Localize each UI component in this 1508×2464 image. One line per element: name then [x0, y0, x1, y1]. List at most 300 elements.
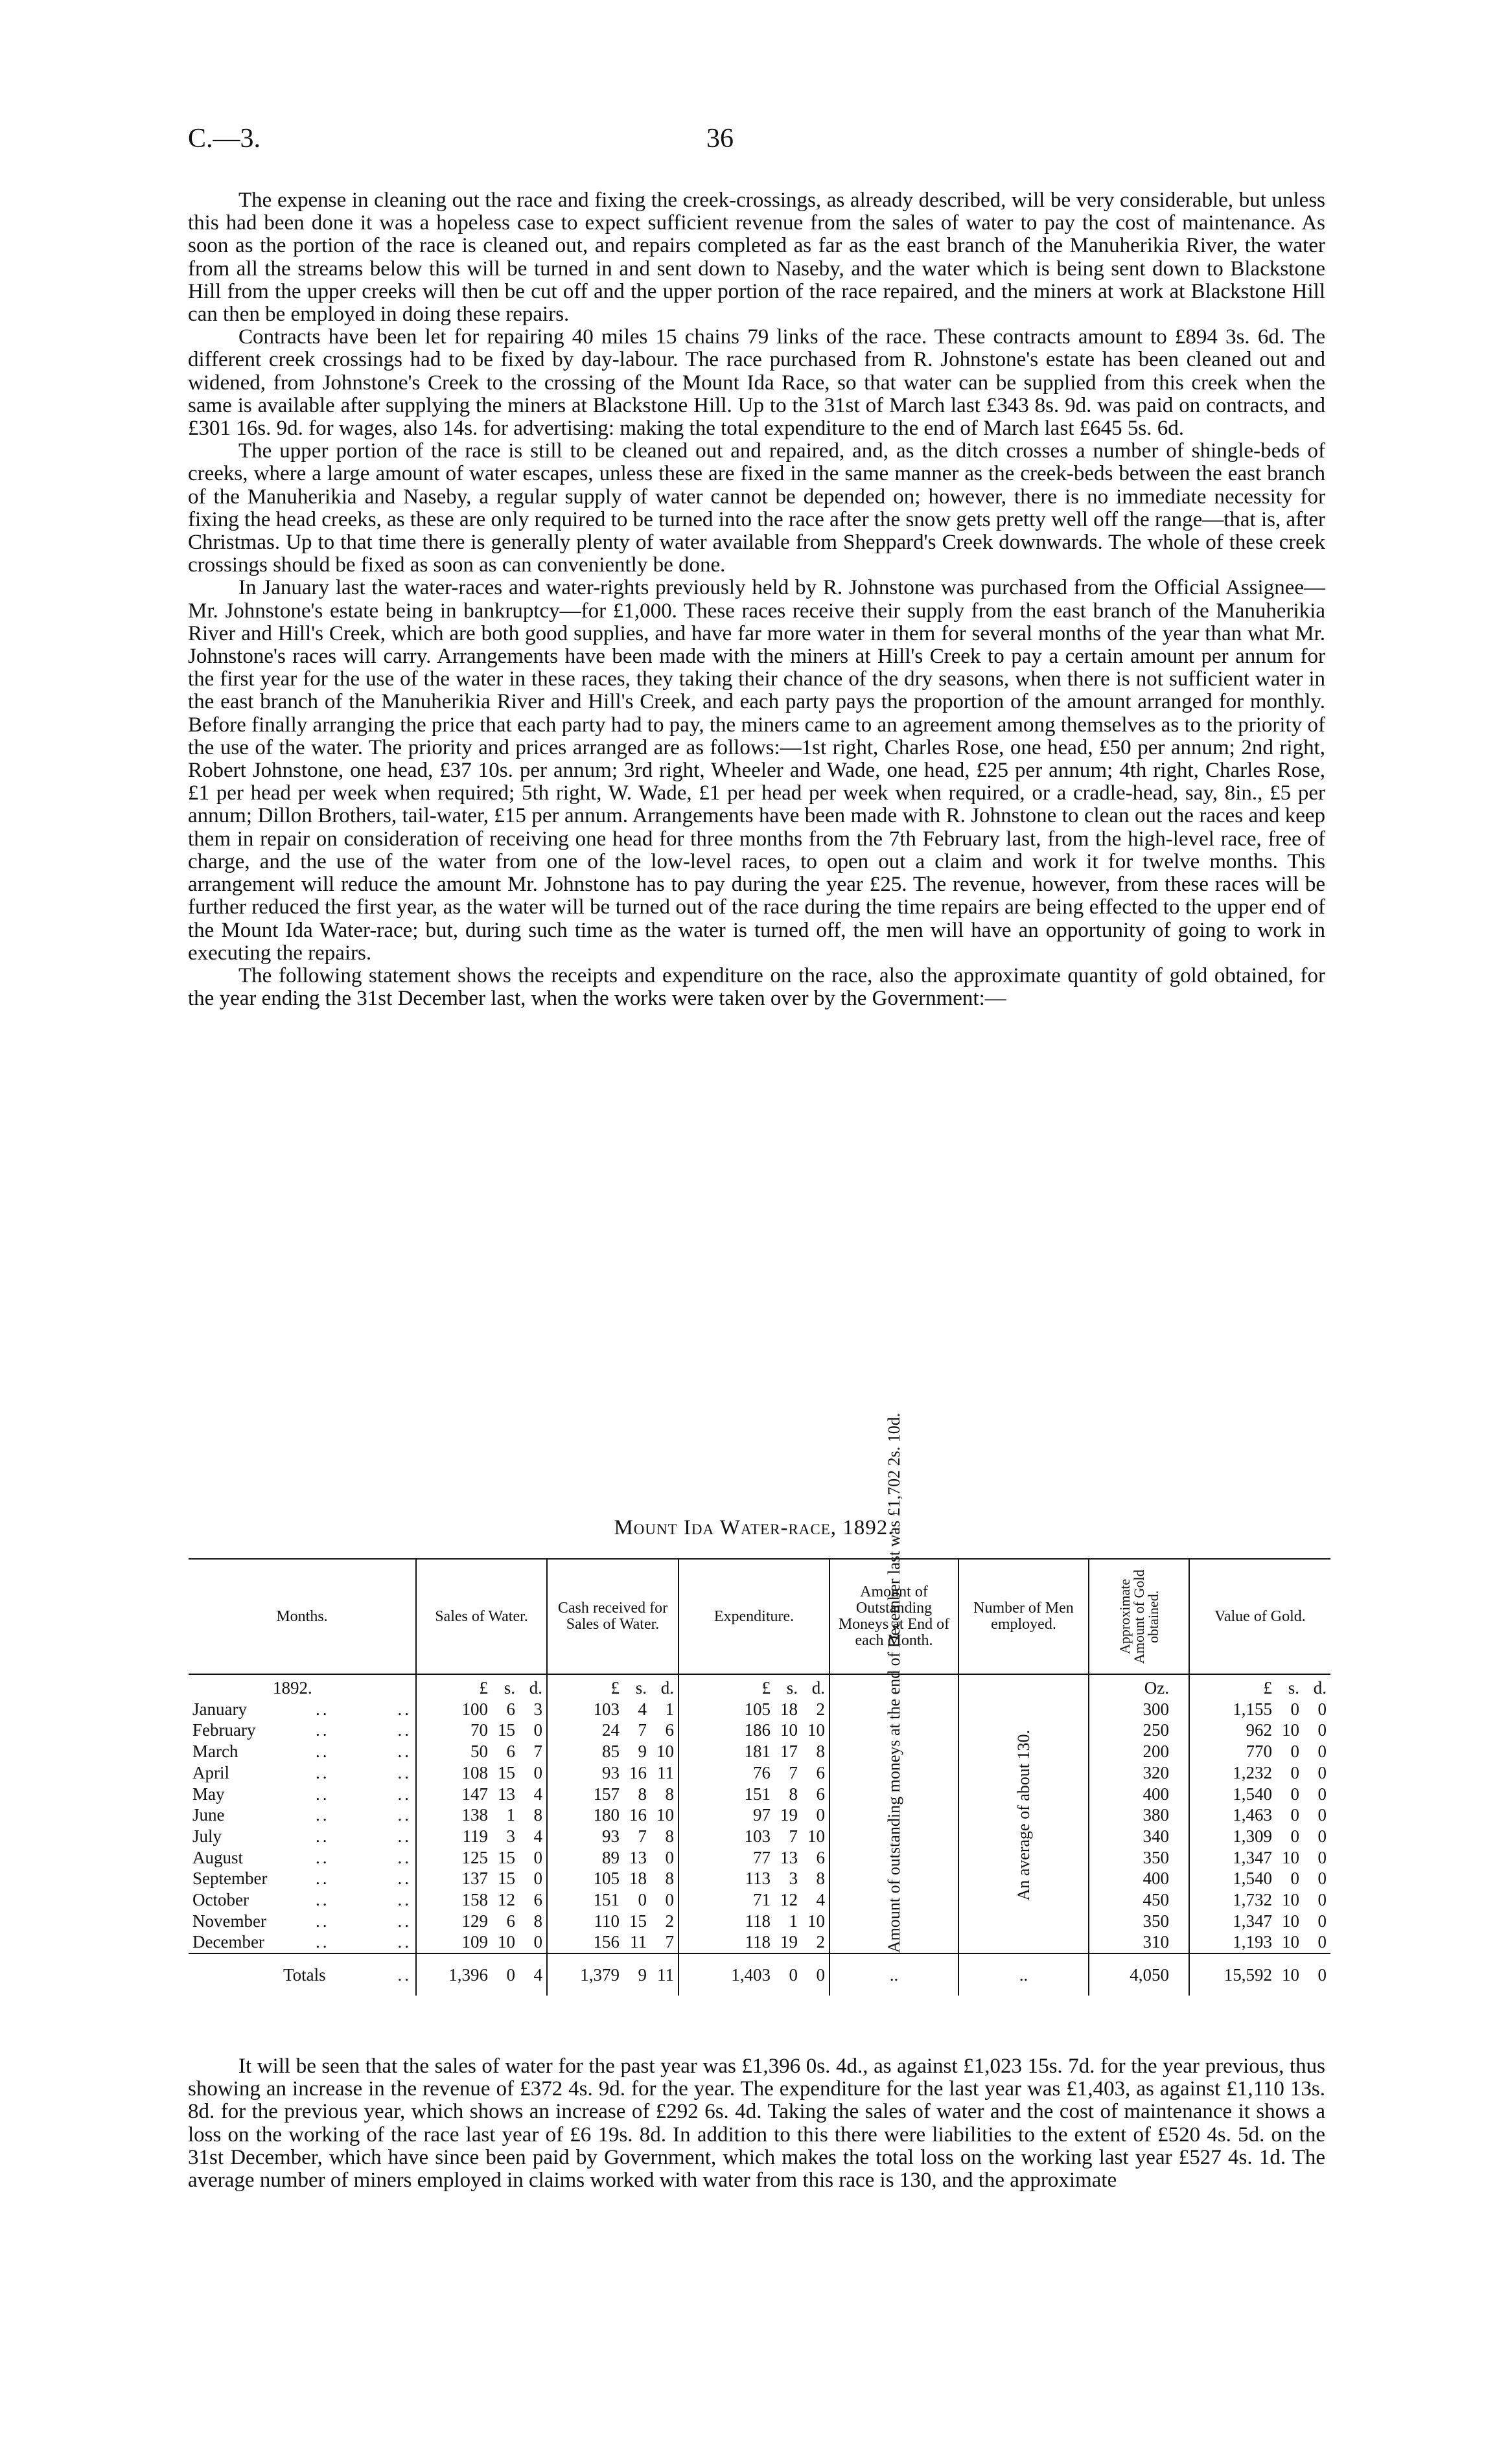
paragraph: The upper portion of the race is still to be cleaned out and repaired, and, as the ditch crosses a number of shingle-beds of creeks, where a large amount of water escapes, unless these are fixed in the same manner as the creek-beds between the east branch of the Manuherikia and Naseby, a regular supply of water cannot be depended on; however, there is no immediate necessity for fixing the head creeks, as these are only required to be turned into the race after the snow gets pretty well off the range—that is, after Christmas. Up to that time there is generally plenty of water available from Sheppard's Creek downwards. The whole of these creek crossings should be fixed as soon as can conveniently be done.	[188, 439, 1325, 577]
table-row	[189, 1911, 1330, 1932]
cash-cell	[547, 1720, 679, 1741]
cash-pounds: 180	[593, 1805, 620, 1825]
sales-shillings: 15	[498, 1720, 515, 1740]
unit-pound: £	[610, 1678, 620, 1698]
sales-pounds: 138	[461, 1805, 488, 1825]
unit-pence: d.	[660, 1678, 674, 1698]
body-text-top	[188, 189, 1325, 1010]
men-note-cell	[958, 1674, 1089, 1953]
total-cash-pence: 11	[657, 1964, 674, 1985]
gold-value-cell	[1189, 1784, 1330, 1805]
paragraph: The expense in cleaning out the race and fixing the creek-crossings, as already described, will be very considerable, but unless this had been done it was a hopeless case to expect sufficient revenue from the sales of water to pay the cost of maintenance. As soon as the portion of the race is cleaned out, and repairs completed as far as the east branch of the Manuherikia River, the water from all the streams below this will be turned in and sent down to Naseby, and the water which is being sent down to Blackstone Hill from the upper creeks will then be cut off and the upper portion of the race repaired, and the miners at work at Blackstone Hill can then be employed in doing these repairs.	[188, 189, 1325, 327]
sales-pounds: 129	[461, 1911, 488, 1931]
gold-value-pounds: 1,347	[1233, 1847, 1272, 1867]
paragraph: Contracts have been let for repairing 40 miles 15 chains 79 links of the race. These contracts amount to £894 3s. 6d. The different creek crossings had to be fixed by day-labour. The race purchased from R. Johnstone's estate has been cleaned out and widened, from Johnstone's Creek to the crossing of the Mount Ida Race, so that water can be supplied from this creek when the same is available after supplying the miners at Blackstone Hill. Up to the 31st of March last £343 8s. 9d. was paid on contracts, and £301 16s. 9d. for wages, also 14s. for advertising: making the total expenditure to the end of March last £645 5s. 6d.	[188, 325, 1325, 441]
units-row	[189, 1674, 1330, 1699]
gold-value-cell	[1189, 1741, 1330, 1762]
gold-value-cell	[1189, 1826, 1330, 1847]
gold-value-pence: 0	[1317, 1784, 1327, 1804]
sales-cell	[416, 1889, 547, 1911]
sales-cell	[416, 1826, 547, 1847]
expenditure-shillings: 12	[780, 1890, 798, 1910]
unit-pence: d.	[811, 1678, 825, 1698]
leader-dots: ..	[316, 1932, 330, 1952]
expenditure-pence: 2	[816, 1932, 825, 1952]
sales-cell	[416, 1741, 547, 1762]
expenditure-pence: 10	[807, 1720, 825, 1740]
table-row	[189, 1762, 1330, 1784]
sales-pounds: 108	[461, 1762, 488, 1782]
total-men: ..	[958, 1953, 1089, 1996]
cash-pounds: 151	[593, 1890, 620, 1910]
gold-value-shillings: 10	[1282, 1847, 1299, 1867]
expenditure-pence: 8	[816, 1869, 825, 1889]
gold-value-cell	[1189, 1868, 1330, 1889]
table-row	[189, 1720, 1330, 1741]
total-gold-value-pence: 0	[1317, 1964, 1327, 1985]
gold-value-pence: 0	[1317, 1720, 1327, 1740]
expenditure-pounds: 97	[753, 1805, 771, 1825]
leader-dots: ..	[397, 1911, 412, 1931]
header-outstanding: Amount of Outstanding Moneys at End of each Month.	[829, 1559, 958, 1674]
expenditure-cell	[679, 1762, 829, 1784]
month-name: March	[192, 1742, 238, 1762]
expenditure-shillings: 18	[780, 1699, 798, 1719]
expenditure-cell	[679, 1889, 829, 1911]
document-reference: C.—3.	[188, 124, 261, 154]
paragraph: It will be seen that the sales of water for the past year was £1,396 0s. 4d., as against £1,023 15s. 7d. for the year previous, thus showing an increase in the revenue of £372 4s. 9d. for the year. The expenditure for the last year was £1,403, as against £1,110 13s. 8d. for the previous year, which shows an increase of £292 6s. 4d. Taking the sales of water and the cost of maintenance it shows a loss on the working of the race last year of £6 19s. 8d. In addition to this there were liabilities to the extent of £520 4s. 5d. on the 31st December, which have since been paid by Government, which makes the total loss on the working last year £527 4s. 1d. The average number of miners employed in claims worked with water from this race is 130, and the approximate	[188, 2055, 1325, 2193]
total-outstanding: ..	[829, 1953, 958, 1996]
header-men: Number of Men employed.	[958, 1559, 1089, 1674]
header-cash: Cash received for Sales of Water.	[547, 1559, 679, 1674]
sales-pence: 0	[533, 1932, 542, 1952]
unit-pound: £	[761, 1678, 771, 1698]
expenditure-pounds: 71	[753, 1890, 771, 1910]
cash-pence: 8	[665, 1784, 674, 1804]
sales-cell	[416, 1868, 547, 1889]
leader-dots: ..	[316, 1911, 330, 1931]
cash-pence: 0	[665, 1847, 674, 1867]
month-cell	[189, 1847, 416, 1869]
unit-shilling: s.	[635, 1678, 647, 1698]
month-cell	[189, 1931, 416, 1953]
cash-pounds: 157	[593, 1784, 620, 1804]
expenditure-cell	[679, 1868, 829, 1889]
sales-shillings: 13	[498, 1784, 515, 1804]
month-name: February	[192, 1720, 256, 1740]
gold-value-pounds: 962	[1246, 1720, 1272, 1740]
unit-pound: £	[1263, 1678, 1272, 1698]
table-header-row	[189, 1559, 1330, 1674]
month-cell	[189, 1826, 416, 1847]
sales-pounds: 125	[461, 1847, 488, 1867]
sales-shillings: 15	[498, 1869, 515, 1889]
leader-dots: ..	[316, 1784, 330, 1804]
cash-pounds: 89	[602, 1847, 620, 1867]
month-name: April	[192, 1762, 229, 1782]
gold-value-shillings: 10	[1282, 1720, 1299, 1740]
expenditure-shillings: 13	[780, 1847, 798, 1867]
unit-ounces: Oz.	[1089, 1674, 1189, 1699]
paragraph: The following statement shows the receipts and expenditure on the race, also the approximate quantity of gold obtained, for the year ending the 31st December last, when the works were taken over by the Government:—	[188, 963, 1325, 1011]
totals-row	[189, 1953, 1330, 1996]
month-name: July	[192, 1826, 222, 1846]
sales-pounds: 50	[470, 1742, 488, 1762]
total-cash-shillings: 9	[638, 1964, 647, 1985]
sales-shillings: 6	[506, 1911, 515, 1931]
sales-pence: 0	[533, 1847, 542, 1867]
month-cell	[189, 1762, 416, 1784]
sales-pounds: 119	[462, 1826, 488, 1846]
month-cell	[189, 1741, 416, 1762]
cash-pence: 6	[665, 1720, 674, 1740]
expenditure-shillings: 17	[780, 1742, 798, 1762]
month-name: November	[192, 1911, 266, 1931]
gold-value-pounds: 1,155	[1233, 1699, 1272, 1719]
leader-dots: ..	[316, 1869, 330, 1889]
leader-dots: ..	[316, 1762, 330, 1782]
gold-value-pounds: 1,463	[1233, 1805, 1272, 1825]
sales-shillings: 15	[498, 1762, 515, 1782]
sales-cell	[416, 1847, 547, 1869]
sales-pence: 0	[533, 1762, 542, 1782]
cash-shillings: 7	[638, 1826, 647, 1846]
sales-cell	[416, 1762, 547, 1784]
year-label: 1892.	[273, 1678, 312, 1698]
month-cell	[189, 1889, 416, 1911]
gold-value-pence: 0	[1317, 1890, 1327, 1910]
gold-ounces: 300	[1089, 1699, 1189, 1720]
sales-cell	[416, 1911, 547, 1932]
gold-value-cell	[1189, 1804, 1330, 1826]
expenditure-pence: 8	[816, 1742, 825, 1762]
cash-cell	[547, 1741, 679, 1762]
gold-ounces: 350	[1089, 1847, 1189, 1869]
sales-pence: 8	[533, 1911, 542, 1931]
sales-shillings: 6	[506, 1699, 515, 1719]
gold-ounces: 450	[1089, 1889, 1189, 1911]
cash-pence: 10	[656, 1805, 674, 1825]
gold-value-pence: 0	[1317, 1805, 1327, 1825]
gold-value-pence: 0	[1317, 1826, 1327, 1846]
expenditure-shillings: 8	[789, 1784, 798, 1804]
expenditure-cell	[679, 1784, 829, 1805]
total-expenditure-shillings: 0	[789, 1964, 798, 1985]
leader-dots: ..	[397, 1890, 412, 1910]
cash-shillings: 15	[629, 1911, 647, 1931]
expenditure-pence: 6	[816, 1784, 825, 1804]
cash-cell	[547, 1804, 679, 1826]
gold-value-shillings: 0	[1290, 1784, 1299, 1804]
table-row	[189, 1889, 1330, 1911]
leader-dots: ..	[316, 1805, 330, 1825]
table-row	[189, 1868, 1330, 1889]
expenditure-shillings: 19	[780, 1805, 798, 1825]
unit-pound: £	[479, 1678, 488, 1698]
cash-shillings: 8	[638, 1784, 647, 1804]
gold-value-pence: 0	[1317, 1847, 1327, 1867]
unit-shilling: s.	[1288, 1678, 1299, 1698]
expenditure-pence: 10	[807, 1826, 825, 1846]
total-cash-pounds: 1,379	[580, 1964, 620, 1985]
sales-pence: 7	[533, 1742, 542, 1762]
gold-value-cell	[1189, 1847, 1330, 1869]
gold-ounces: 310	[1089, 1931, 1189, 1953]
paragraph: In January last the water-races and water-rights previously held by R. Johnstone was purchased from the Official Assignee—Mr. Johnstone's estate being in bankruptcy—for £1,000. These races receive their supply from the east branch of the Manuherikia River and Hill's Creek, which are both good supplies, and have far more water in them for several months of the year than what Mr. Johnstone's races will carry. Arrangements have been made with the miners at Hill's Creek to pay a certain amount per annum for the first year for the use of the water in these races, they taking their chance of the dry seasons, when there is not sufficient water in the east branch of the Manuherikia River and Hill's Creek, and each party pays the proportion of the amount arranged for monthly. Before finally arranging the price that each party had to pay, the miners came to an agreement among themselves as to the priority of the use of the water. The priority and prices arranged are as follows:—1st right, Charles Rose, one head, £50 per annum; 2nd right, Robert Johnstone, one head, £37 10s. per annum; 3rd right, Wheeler and Wade, one head, £25 per annum; 4th right, Charles Rose, £1 per head per week when required; 5th right, W. Wade, £1 per head per week when required, or a cradle-head, say, 8in., £5 per annum; Dillon Brothers, tail-water, £15 per annum. Arrangements have been made with R. Johnstone to clean out the races and keep them in repair on consideration of receiving one head for three months from the 7th February last, from the high-level race, free of charge, and the use of the water from one of the low-level races, to open out a claim and work it for twelve months. This arrangement will reduce the amount Mr. Johnstone has to pay during the year £25. The revenue, however, from these races will be further reduced the first year, as the water will be turned out of the race during the time repairs are being effected to the upper end of the Mount Ida Water-race; but, during such time as the water is turned off, the men will have an opportunity of going to work in executing the repairs.	[188, 576, 1325, 965]
gold-value-pounds: 1,540	[1233, 1869, 1272, 1889]
expenditure-cell	[679, 1741, 829, 1762]
men-note: An average of about 130.	[1014, 1729, 1033, 1901]
month-cell	[189, 1911, 416, 1932]
sales-pounds: 147	[461, 1784, 488, 1804]
expenditure-cell	[679, 1804, 829, 1826]
expenditure-pounds: 76	[753, 1762, 771, 1782]
leader-dots: ..	[397, 1932, 412, 1952]
sales-pence: 4	[533, 1784, 542, 1804]
leader-dots: ..	[397, 1964, 412, 1985]
table-row	[189, 1847, 1330, 1869]
sales-pence: 4	[533, 1826, 542, 1846]
table-title: Mount Ida Water-race, 1892.	[614, 1516, 894, 1539]
leader-dots: ..	[397, 1762, 412, 1782]
month-name: December	[192, 1932, 264, 1952]
gold-value-shillings: 0	[1290, 1762, 1299, 1782]
sales-cell	[416, 1931, 547, 1953]
gold-value-cell	[1189, 1699, 1330, 1720]
gold-ounces: 340	[1089, 1826, 1189, 1847]
sales-pounds: 109	[461, 1932, 488, 1952]
gold-value-cell	[1189, 1720, 1330, 1741]
cash-shillings: 18	[629, 1869, 647, 1889]
leader-dots: ..	[397, 1847, 412, 1867]
cash-shillings: 7	[638, 1720, 647, 1740]
sales-pence: 8	[533, 1805, 542, 1825]
expenditure-pence: 10	[807, 1911, 825, 1931]
gold-value-cell	[1189, 1931, 1330, 1953]
month-cell	[189, 1804, 416, 1826]
gold-value-pounds: 1,347	[1233, 1911, 1272, 1931]
sales-shillings: 1	[506, 1805, 515, 1825]
cash-cell	[547, 1762, 679, 1784]
expenditure-cell	[679, 1826, 829, 1847]
cash-pounds: 110	[594, 1911, 620, 1931]
total-expenditure-pounds: 1,403	[731, 1964, 771, 1985]
cash-pence: 1	[665, 1699, 674, 1719]
gold-value-shillings: 0	[1290, 1699, 1299, 1719]
expenditure-cell	[679, 1699, 829, 1720]
gold-value-pence: 0	[1317, 1762, 1327, 1782]
month-cell	[189, 1784, 416, 1805]
cash-pounds: 93	[602, 1762, 620, 1782]
cash-pence: 8	[665, 1826, 674, 1846]
gold-value-pounds: 1,540	[1233, 1784, 1272, 1804]
cash-shillings: 0	[638, 1890, 647, 1910]
expenditure-pounds: 77	[753, 1847, 771, 1867]
table-row	[189, 1699, 1330, 1720]
expenditure-pounds: 151	[744, 1784, 771, 1804]
month-name: January	[192, 1699, 247, 1719]
totals-cell	[189, 1953, 416, 1996]
gold-value-shillings: 0	[1290, 1805, 1299, 1825]
gold-value-pounds: 1,193	[1233, 1932, 1272, 1952]
sales-pounds: 137	[461, 1869, 488, 1889]
gold-value-pounds: 1,232	[1233, 1762, 1272, 1782]
header-expenditure: Expenditure.	[679, 1559, 829, 1674]
table-row	[189, 1741, 1330, 1762]
leader-dots: ..	[316, 1847, 330, 1867]
total-gold-ounces: 4,050	[1089, 1953, 1189, 1996]
gold-ounces: 380	[1089, 1804, 1189, 1826]
gold-ounces: 250	[1089, 1720, 1189, 1741]
sales-cell	[416, 1784, 547, 1805]
table-row	[189, 1931, 1330, 1953]
cash-pounds: 156	[593, 1932, 620, 1952]
expenditure-pence: 2	[816, 1699, 825, 1719]
gold-ounces: 200	[1089, 1741, 1189, 1762]
outstanding-note: Amount of outstanding moneys at the end of December last was £1,702 2s. 10d.	[884, 1412, 903, 1953]
leader-dots: ..	[316, 1826, 330, 1846]
cash-pounds: 24	[602, 1720, 620, 1740]
sales-pence: 3	[533, 1699, 542, 1719]
header-sales: Sales of Water.	[416, 1559, 547, 1674]
expenditure-shillings: 3	[789, 1869, 798, 1889]
unit-pence: d.	[1313, 1678, 1327, 1698]
gold-value-pence: 0	[1317, 1911, 1327, 1931]
expenditure-pounds: 105	[744, 1699, 771, 1719]
unit-shilling: s.	[786, 1678, 798, 1698]
cash-pence: 8	[665, 1869, 674, 1889]
header-months: Months.	[189, 1559, 416, 1674]
month-name: August	[192, 1847, 244, 1867]
gold-value-pence: 0	[1317, 1869, 1327, 1889]
total-sales-pounds: 1,396	[448, 1964, 488, 1985]
total-sales-pence: 4	[533, 1964, 542, 1985]
cash-shillings: 16	[629, 1762, 647, 1782]
cash-cell	[547, 1699, 679, 1720]
expenditure-cell	[679, 1911, 829, 1932]
sales-pence: 0	[533, 1720, 542, 1740]
sales-cell	[416, 1804, 547, 1826]
expenditure-cell	[679, 1931, 829, 1953]
body-text-bottom	[188, 2055, 1325, 2192]
sales-shillings: 3	[506, 1826, 515, 1846]
cash-pence: 2	[665, 1911, 674, 1931]
leader-dots: ..	[316, 1742, 330, 1762]
leader-dots: ..	[316, 1890, 330, 1910]
gold-value-shillings: 0	[1290, 1826, 1299, 1846]
gold-value-pounds: 1,732	[1233, 1890, 1272, 1910]
gold-value-cell	[1189, 1889, 1330, 1911]
expenditure-shillings: 19	[780, 1932, 798, 1952]
cash-pence: 0	[665, 1890, 674, 1910]
sales-pence: 6	[533, 1890, 542, 1910]
leader-dots: ..	[316, 1699, 330, 1719]
cash-shillings: 9	[638, 1742, 647, 1762]
leader-dots: ..	[397, 1826, 412, 1846]
expenditure-cell	[679, 1847, 829, 1869]
cash-shillings: 11	[630, 1932, 647, 1952]
cash-cell	[547, 1868, 679, 1889]
gold-ounces: 350	[1089, 1911, 1189, 1932]
month-name: May	[192, 1784, 225, 1804]
leader-dots: ..	[397, 1869, 412, 1889]
expenditure-shillings: 10	[780, 1720, 798, 1740]
total-gold-value-pounds: 15,592	[1224, 1964, 1272, 1985]
cash-pence: 11	[657, 1762, 674, 1782]
gold-ounces: 400	[1089, 1868, 1189, 1889]
expenditure-pounds: 186	[744, 1720, 771, 1740]
cash-cell	[547, 1847, 679, 1869]
table-row	[189, 1826, 1330, 1847]
expenditure-pounds: 103	[744, 1826, 771, 1846]
expenditure-pence: 4	[816, 1890, 825, 1910]
total-expenditure-pence: 0	[816, 1964, 825, 1985]
sales-shillings: 6	[506, 1742, 515, 1762]
gold-value-pence: 0	[1317, 1932, 1327, 1952]
sales-shillings: 12	[498, 1890, 515, 1910]
gold-ounces: 320	[1089, 1762, 1189, 1784]
expenditure-pounds: 113	[745, 1869, 771, 1889]
cash-shillings: 13	[629, 1847, 647, 1867]
sales-shillings: 10	[498, 1932, 515, 1952]
expenditure-pence: 6	[816, 1847, 825, 1867]
month-name: June	[192, 1805, 225, 1825]
gold-value-cell	[1189, 1762, 1330, 1784]
expenditure-shillings: 1	[789, 1911, 798, 1931]
gold-value-shillings: 10	[1282, 1890, 1299, 1910]
gold-value-pounds: 1,309	[1233, 1826, 1272, 1846]
cash-cell	[547, 1931, 679, 1953]
expenditure-pounds: 181	[744, 1742, 771, 1762]
expenditure-pounds: 118	[745, 1911, 771, 1931]
unit-pence: d.	[529, 1678, 542, 1698]
month-name: October	[192, 1890, 249, 1910]
expenditure-pounds: 118	[745, 1932, 771, 1952]
table-row	[189, 1784, 1330, 1805]
leader-dots: ..	[397, 1742, 412, 1762]
sales-pounds: 158	[461, 1890, 488, 1910]
gold-ounces: 400	[1089, 1784, 1189, 1805]
cash-pence: 7	[665, 1932, 674, 1952]
gold-value-pence: 0	[1317, 1699, 1327, 1719]
expenditure-shillings: 7	[789, 1762, 798, 1782]
cash-pounds: 93	[602, 1826, 620, 1846]
cash-pence: 10	[656, 1742, 674, 1762]
gold-value-shillings: 0	[1290, 1742, 1299, 1762]
header-gold-value: Value of Gold.	[1189, 1559, 1330, 1674]
gold-value-shillings: 0	[1290, 1869, 1299, 1889]
month-cell	[189, 1699, 416, 1720]
cash-shillings: 16	[629, 1805, 647, 1825]
cash-pounds: 85	[602, 1742, 620, 1762]
month-cell	[189, 1868, 416, 1889]
expenditure-pence: 0	[816, 1805, 825, 1825]
totals-label: Totals	[283, 1964, 326, 1985]
leader-dots: ..	[397, 1784, 412, 1804]
leader-dots: ..	[397, 1720, 412, 1740]
leader-dots: ..	[316, 1720, 330, 1740]
gold-value-pounds: 770	[1246, 1742, 1272, 1762]
sales-cell	[416, 1720, 547, 1741]
sales-cell	[416, 1699, 547, 1720]
header-gold-amount: Approximate Amount of Gold obtained.	[1089, 1559, 1189, 1674]
table-row	[189, 1804, 1330, 1826]
cash-pounds: 105	[593, 1869, 620, 1889]
leader-dots: ..	[397, 1805, 412, 1825]
gold-value-shillings: 10	[1282, 1911, 1299, 1931]
total-gold-value-shillings: 10	[1282, 1964, 1299, 1985]
cash-cell	[547, 1784, 679, 1805]
